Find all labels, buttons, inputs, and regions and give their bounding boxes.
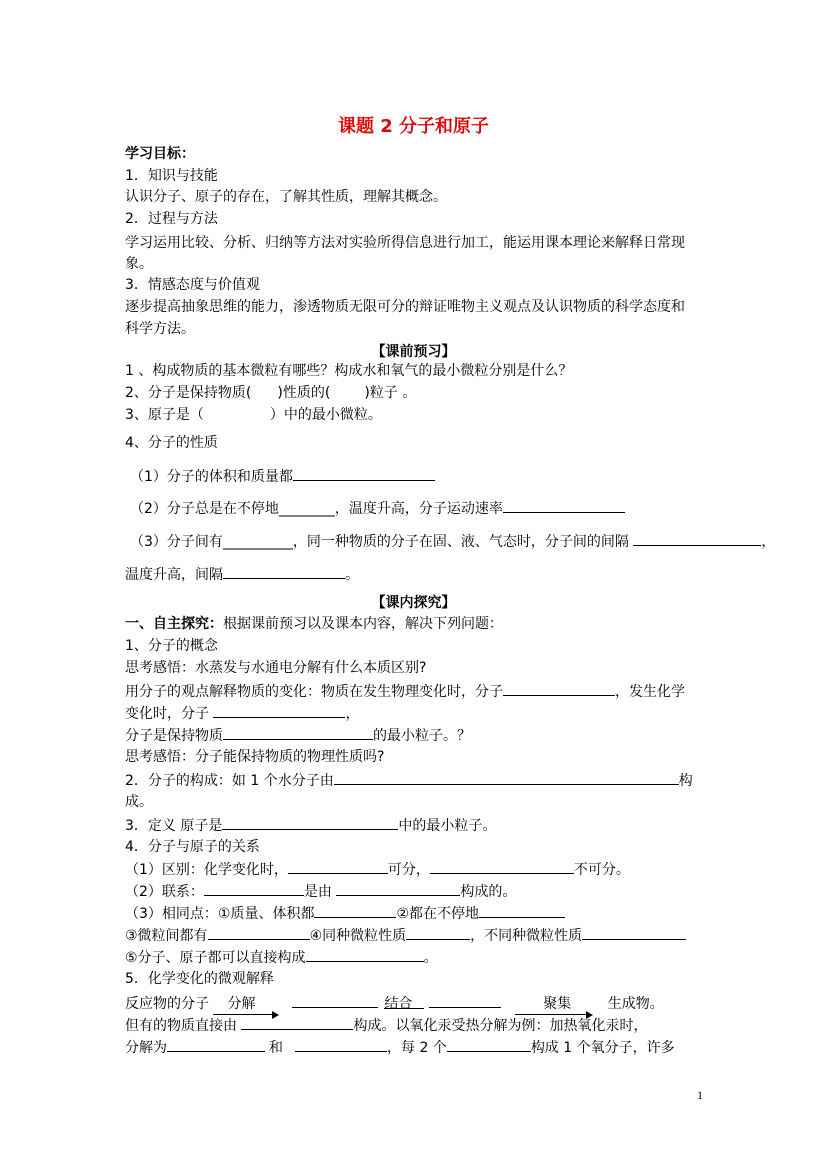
text: （2）联系：	[125, 884, 204, 900]
blank-line[interactable]	[334, 770, 679, 785]
inquiry-line	[125, 947, 438, 968]
blank-line[interactable]	[479, 903, 565, 918]
inquiry-line	[125, 1037, 675, 1058]
text: ）中的最小微粒。	[269, 407, 382, 423]
text: 构成 1 个氧分子，许多	[530, 1040, 675, 1056]
text: 中的最小粒子。	[398, 818, 497, 834]
objective-line: 象。	[125, 256, 153, 272]
text: 3、原子是（	[125, 407, 204, 423]
text: ，不同种微粒性质	[470, 928, 583, 944]
blank-line[interactable]	[314, 903, 396, 918]
text: 构成的。	[460, 884, 517, 900]
property-1	[130, 466, 435, 487]
text: ，	[761, 534, 776, 550]
preview-heading: 【课前预习】	[371, 344, 456, 360]
text: 。	[423, 950, 438, 966]
inquiry-line: 成。	[125, 794, 153, 810]
inquiry-line: 思考感悟：水蒸发与水通电分解有什么本质区别?	[125, 660, 427, 676]
text: 分解为	[125, 1040, 167, 1056]
blank-line[interactable]	[204, 881, 304, 896]
blank-line[interactable]	[429, 993, 501, 1008]
blank-line[interactable]	[503, 498, 625, 513]
text: 聚集	[543, 996, 572, 1012]
inquiry-line	[125, 859, 630, 880]
text: 构	[678, 773, 693, 789]
text: 变化时，分子	[125, 706, 209, 722]
text: 根据课前预习以及课本内容，解决下列问题：	[223, 616, 503, 632]
inquiry-line	[125, 815, 496, 836]
text: 用分子的观点解释物质的变化：物质在发生物理变化时，分子	[125, 684, 503, 700]
objective-line: 2．过程与方法	[125, 211, 218, 227]
objective-line: 认识分子、原子的存在，了解其性质，理解其概念。	[125, 189, 447, 205]
blank-line[interactable]	[336, 881, 460, 896]
text: ③微粒间都有	[125, 928, 208, 944]
property-3	[130, 531, 775, 552]
inquiry-line	[125, 1015, 647, 1036]
inquiry-line: 5．化学变化的微观解释	[125, 971, 274, 987]
text: ④同种微粒性质	[309, 928, 407, 944]
objectives-heading: 学习目标：	[125, 146, 195, 162]
text: （2）分子总是在不停地________，温度升高，分子运动速率	[130, 501, 503, 517]
text: 的最小粒子。？	[373, 728, 471, 744]
arrow-decompose	[213, 994, 273, 1015]
text: 温度升高，间隔	[125, 567, 223, 583]
text: 反应物的分子	[125, 996, 209, 1012]
inquiry-line	[125, 703, 359, 724]
inquiry-line: 1、分子的概念	[125, 638, 218, 654]
blank-line[interactable]	[222, 815, 398, 830]
inquiry-line	[125, 881, 516, 902]
text: 构成。以氧化汞受热分解为例：加热氧化汞时，	[353, 1018, 648, 1034]
property-3-cont	[125, 564, 359, 585]
text: )性质的(	[277, 385, 331, 401]
objective-line: 1．知识与技能	[125, 168, 218, 184]
blank-line[interactable]	[306, 947, 424, 962]
blank-line[interactable]	[295, 1037, 387, 1052]
preview-question-1: 1 、构成物质的基本微粒有哪些？构成水和氧气的最小微粒分别是什么？	[125, 363, 573, 379]
text: 一、自主探究：	[125, 616, 223, 632]
blank-line[interactable]	[223, 725, 373, 740]
inquiry-line: 思考感悟：分子能保持物质的物理性质吗?	[125, 749, 385, 765]
inquiry-line: 4．分子与原子的关系	[125, 839, 260, 855]
text: ，每 2 个	[387, 1040, 447, 1056]
text: （1）区别：化学变化时，	[125, 862, 288, 878]
page-title: 课题 2 分子和原子	[337, 116, 490, 137]
text: ，	[345, 706, 360, 722]
text: 和	[269, 1040, 283, 1056]
blank-line[interactable]	[241, 1015, 353, 1030]
blank-line[interactable]	[503, 681, 615, 696]
blank-line[interactable]	[582, 925, 686, 940]
preview-question-3	[125, 405, 382, 425]
text: 生成物。	[607, 996, 664, 1012]
text: )粒子 。	[364, 385, 417, 401]
blank-line[interactable]	[288, 859, 388, 874]
text: ②都在不停地	[396, 906, 480, 922]
arrow-gather	[515, 994, 587, 1015]
text: 可分，	[387, 862, 430, 878]
blank-line[interactable]	[167, 1037, 265, 1052]
text: 是由	[303, 884, 332, 900]
inquiry-line	[125, 903, 565, 924]
text: 不可分。	[573, 862, 630, 878]
text: 2．分子的构成：如 1 个水分子由	[125, 773, 334, 789]
objective-line: 科学方法。	[125, 321, 195, 337]
objective-line: 学习运用比较、分析、归纳等方法对实验所得信息进行加工，能运用课本理论来解释日常现	[125, 235, 685, 251]
blank-line[interactable]	[213, 703, 345, 718]
text: 分解	[227, 996, 256, 1012]
text: （1）分子的体积和质量都	[130, 469, 293, 485]
text: 分子是保持物质	[125, 728, 223, 744]
blank-line[interactable]	[293, 466, 435, 481]
text: 2、分子是保持物质(	[125, 385, 252, 401]
inquiry-heading: 【课内探究】	[371, 595, 456, 611]
text: （3）相同点：①质量、体积都	[125, 906, 315, 922]
blank-line[interactable]	[223, 564, 345, 579]
blank-line[interactable]	[406, 925, 470, 940]
blank-line[interactable]	[447, 1037, 531, 1052]
blank-line[interactable]	[633, 531, 761, 546]
objective-line: 3．情感态度与价值观	[125, 277, 260, 293]
blank-line[interactable]	[208, 925, 310, 940]
page-number: 1	[697, 1088, 703, 1102]
blank-line[interactable]	[430, 859, 574, 874]
preview-question-2	[125, 383, 416, 403]
combine-label	[384, 994, 424, 1012]
text: 3．定义 原子是	[125, 818, 223, 834]
inquiry-line	[125, 770, 693, 791]
inquiry-line	[125, 925, 686, 946]
text: 。	[345, 567, 359, 583]
text: ⑤分子、原子都可以直接构成	[125, 950, 306, 966]
blank-line[interactable]	[292, 993, 378, 1008]
preview-question-4: 4、分子的性质	[125, 435, 218, 451]
text: 结合	[384, 996, 413, 1012]
text: 但有的物质直接由	[125, 1018, 237, 1034]
text: （3）分子间有__________，同一种物质的分子在固、液、气态时，分子间的间隔	[130, 534, 629, 550]
inquiry-line	[125, 725, 471, 746]
objective-line: 逐步提高抽象思维的能力，渗透物质无限可分的辩证唯物主义观点及认识物质的科学态度和	[125, 299, 685, 315]
inquiry-line	[125, 681, 685, 702]
reaction-flow	[125, 993, 664, 1015]
text: ，发生化学	[615, 684, 685, 700]
section-1-title	[125, 614, 503, 634]
property-2	[130, 498, 625, 519]
